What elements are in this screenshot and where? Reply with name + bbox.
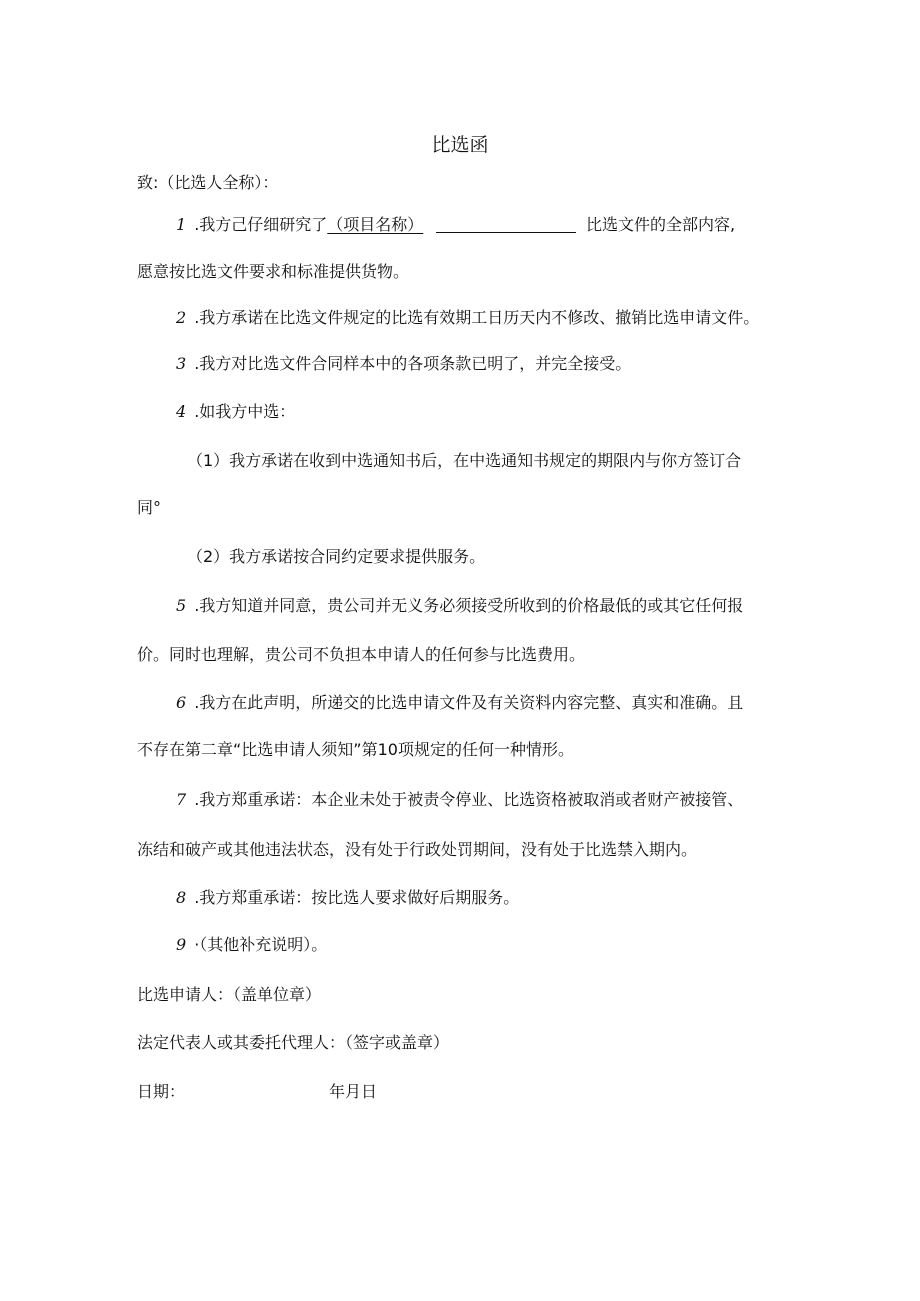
item-3-number: 3 (176, 354, 187, 373)
item-1-text-b: 比选文件的全部内容, (586, 215, 736, 234)
item-5-continuation: 价。同时也理解，贵公司不负担本申请人的任何参与比选费用。 (137, 645, 586, 664)
item-6-line (176, 693, 743, 713)
item-5-text: .我方知道并同意，贵公司并无义务必须接受所收到的价格最低的或其它任何报 (194, 596, 744, 615)
item-9-text: ·（其他补充说明）。 (194, 935, 328, 954)
date-value: 年月日 (329, 1082, 378, 1101)
item-4-sub-1: （1）我方承诺在收到中选通知书后，在中选通知书规定的期限内与你方签订合 (187, 451, 742, 470)
item-6-continuation: 不存在第二章“比选申请人须知”第10项规定的任何一种情形。 (137, 740, 574, 759)
date-label: 日期： (137, 1082, 186, 1101)
item-2-number: 2 (176, 308, 187, 327)
item-5-number: 5 (176, 596, 187, 615)
item-4-text: .如我方中选： (194, 402, 296, 421)
item-7-continuation: 冻结和破产或其他违法状态，没有处于行政处罚期间，没有处于比选禁入期内。 (137, 840, 698, 859)
item-4-sub-1-continuation: 同° (137, 498, 162, 517)
item-1-number: 1 (176, 215, 187, 234)
item-4-sub-2: （2）我方承诺按合同约定要求提供服务。 (187, 547, 486, 566)
item-9-number: 9 (176, 935, 187, 954)
item-9-line (176, 935, 327, 955)
item-7-number: 7 (176, 790, 187, 809)
item-1-text-a: .我方己仔细研究了 (194, 215, 328, 234)
representative-line: 法定代表人或其委托代理人：（签字或盖章） (137, 1033, 450, 1052)
item-3-line (176, 354, 631, 374)
item-4-number: 4 (176, 402, 187, 421)
item-6-text: .我方在此声明，所递交的比选申请文件及有关资料内容完整、真实和准确。且 (194, 693, 744, 712)
item-7-line (176, 790, 743, 810)
item-5-line (176, 596, 743, 616)
document-title: 比选函 (431, 134, 489, 156)
item-6-number: 6 (176, 693, 187, 712)
item-4-line (176, 402, 295, 422)
salutation: 致:（比选人全称）： (137, 173, 279, 192)
applicant-line: 比选申请人：（盖单位章） (137, 985, 322, 1004)
item-8-number: 8 (176, 888, 187, 907)
item-2-text: .我方承诺在比选文件规定的比选有效期工日历天内不修改、撤销比选申请文件。 (194, 308, 760, 327)
item-2-line (176, 308, 759, 328)
item-3-text: .我方对比选文件合同样本中的各项条款已明了，并完全接受。 (194, 354, 632, 373)
item-1-continuation: 愿意按比选文件要求和标准提供货物。 (137, 262, 410, 281)
item-8-line (176, 888, 519, 908)
project-name-underline (436, 232, 576, 233)
project-name-blank: （项目名称） (327, 215, 424, 234)
item-8-text: .我方郑重承诺：按比选人要求做好后期服务。 (194, 888, 520, 907)
item-1-line (176, 215, 423, 235)
item-7-text: .我方郑重承诺：本企业未处于被责令停业、比选资格被取消或者财产被接管、 (194, 790, 744, 809)
